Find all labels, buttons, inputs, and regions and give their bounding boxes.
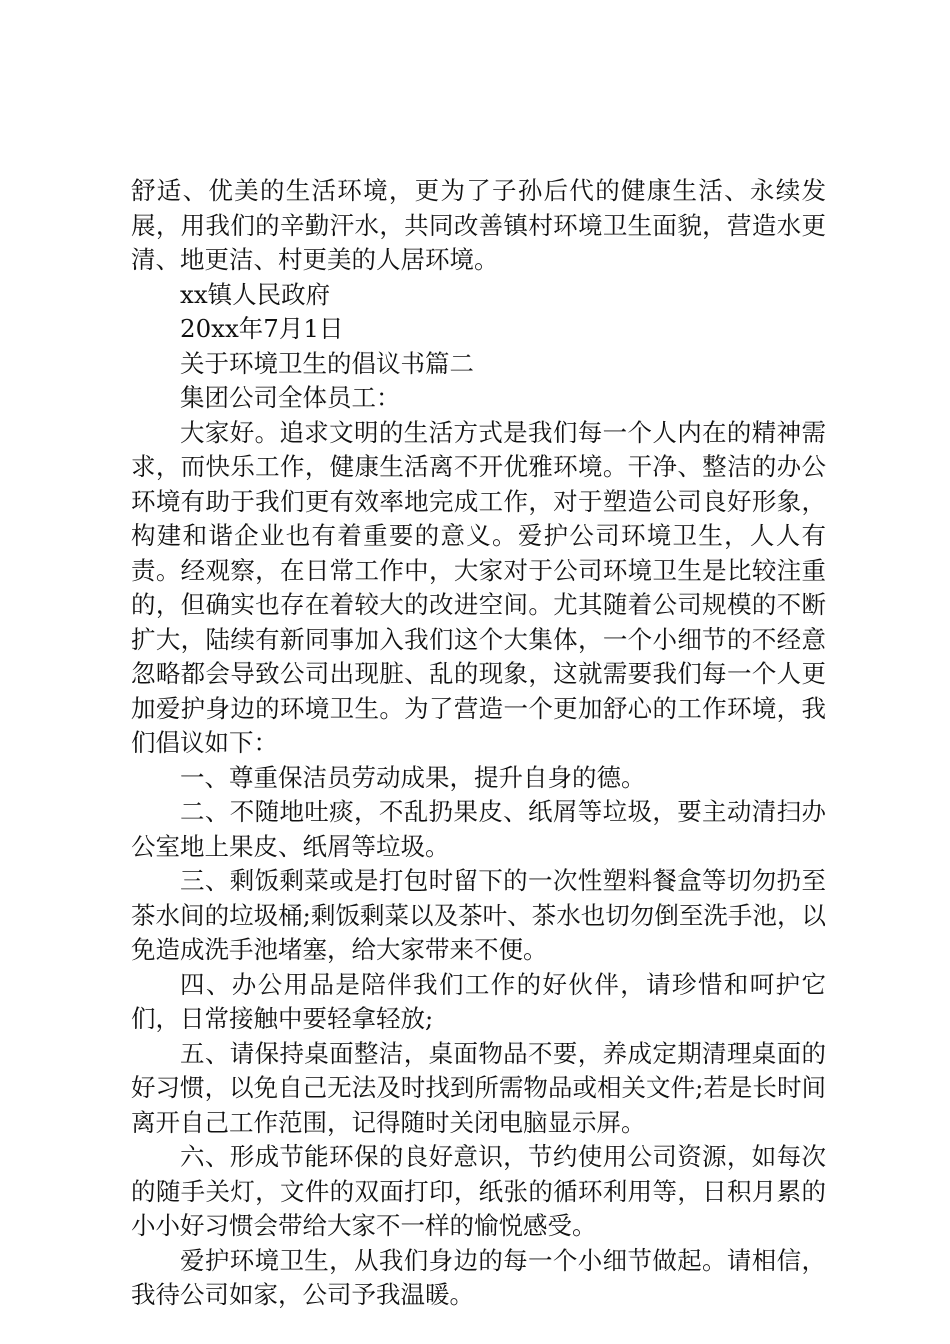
proposal-item-4: 四、办公用品是陪伴我们工作的好伙伴，请珍惜和呵护它们，日常接触中要轻拿轻放;	[131, 969, 826, 1033]
section-title: 关于环境卫生的倡议书篇二	[180, 348, 474, 378]
proposal-item-6: 六、形成节能环保的良好意识，节约使用公司资源，如每次的随手关灯，文件的双面打印，纸张的循环利用等，日积月累的小小好习惯会带给大家不一样的愉悦感受。	[131, 1142, 826, 1240]
paragraph-continuation: 舒适、优美的生活环境，更为了子孙后代的健康生活、永续发展，用我们的辛勤汗水，共同改善镇村环境卫生面貌，营造水更清、地更洁、村更美的人居环境。	[131, 176, 826, 274]
proposal-item-5: 五、请保持桌面整洁，桌面物品不要，养成定期清理桌面的好习惯，以免自己无法及时找到所需物品或相关文件;若是长时间离开自己工作范围，记得随时关闭电脑显示屏。	[131, 1038, 826, 1137]
document-body	[131, 174, 826, 1313]
proposal-item-2: 二、不随地吐痰，不乱扔果皮、纸屑等垃圾，要主动清扫办公室地上果皮、纸屑等垃圾。	[131, 797, 826, 861]
paragraph-intro: 大家好。追求文明的生活方式是我们每一个人内在的精神需求，而快乐工作，健康生活离不开优雅环境。干净、整洁的办公环境有助于我们更有效率地完成工作，对于塑造公司良好形象，构建和谐企业也有着重要的意义。爱护公司环境卫生，人人有责。经观察，在日常工作中，大家对于公司环境卫生是比较注重的，但确实也存在着较大的改进空间。尤其随着公司规模的不断扩大，陆续有新同事加入我们这个大集体，一个小细节的不经意忽略都会导致公司出现脏、乱的现象，这就需要我们每一个人更加爱护身边的环境卫生。为了营造一个更加舒心的工作环境，我们倡议如下：	[131, 417, 826, 757]
proposal-item-3: 三、剩饭剩菜或是打包时留下的一次性塑料餐盒等切勿扔至茶水间的垃圾桶;剩饭剩菜以及茶叶、茶水也切勿倒至洗手池，以免造成洗手池堵塞，给大家带来不便。	[131, 866, 826, 964]
paragraph-closing: 爱护环境卫生，从我们身边的每一个小细节做起。请相信，我待公司如家，公司予我温暖。	[131, 1245, 826, 1309]
proposal-item-1: 一、尊重保洁员劳动成果，提升自身的德。	[180, 762, 646, 792]
signature-date: 20xx年7月1日	[180, 314, 344, 343]
signature-government: xx镇人民政府	[180, 279, 331, 309]
salutation: 集团公司全体员工：	[180, 383, 401, 412]
